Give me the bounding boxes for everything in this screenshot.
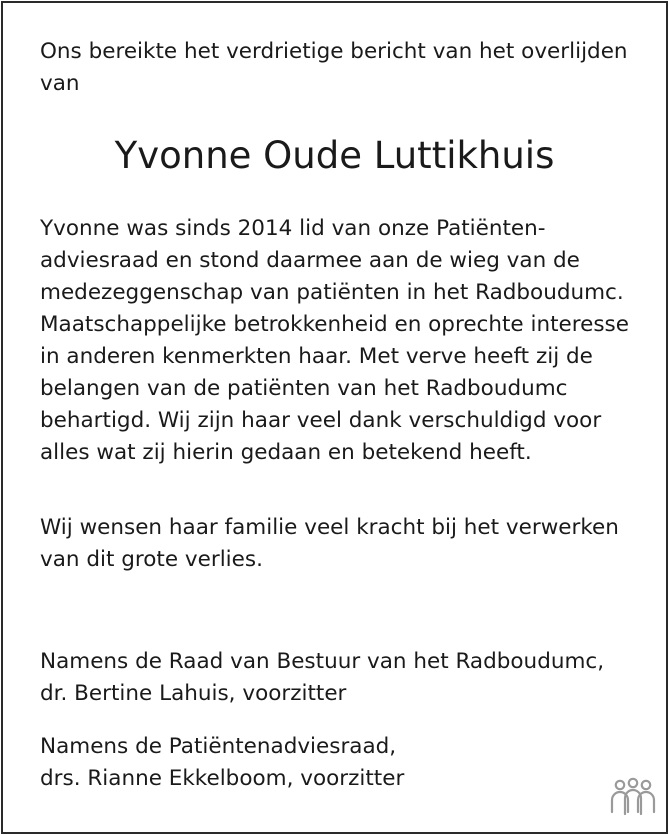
paragraph-line: alles wat zij hierin gedaan en betekend heeft.	[40, 440, 532, 465]
signature-line: Namens de Patiëntenadviesraad,	[40, 734, 397, 759]
paragraph-line: Wij wensen haar familie veel kracht bij het verwerken	[40, 515, 619, 540]
condolence-paragraph	[40, 512, 650, 576]
signature-line: dr. Bertine Lahuis, voorzitter	[40, 681, 347, 706]
tribute-paragraph	[40, 213, 650, 469]
signature-board	[40, 646, 650, 710]
paragraph-line: medezeggenschap van patiënten in het Radboudumc.	[40, 280, 624, 305]
intro-line: van	[40, 71, 80, 96]
signature-council	[40, 731, 650, 795]
people-group-icon	[608, 776, 658, 818]
paragraph-line: Maatschappelijke betrokkenheid en oprechte interesse	[40, 312, 629, 337]
intro-line: Ons bereikte het verdrietige bericht van het overlijden	[40, 39, 628, 64]
paragraph-line: belangen van de patiënten van het Radboudumc	[40, 376, 568, 401]
deceased-name: Yvonne Oude Luttikhuis	[114, 134, 555, 177]
paragraph-line: behartigd. Wij zijn haar veel dank verschuldigd voor	[40, 408, 602, 433]
intro-text	[40, 36, 640, 100]
signature-line: Namens de Raad van Bestuur van het Radboudumc,	[40, 649, 605, 674]
paragraph-line: in anderen kenmerkten haar. Met verve heeft zij de	[40, 344, 593, 369]
paragraph-line: van dit grote verlies.	[40, 547, 263, 572]
paragraph-line: adviesraad en stond daarmee aan de wieg van de	[40, 248, 580, 273]
signature-line: drs. Rianne Ekkelboom, voorzitter	[40, 766, 405, 791]
paragraph-line: Yvonne was sinds 2014 lid van onze Patiënten-	[40, 216, 546, 241]
